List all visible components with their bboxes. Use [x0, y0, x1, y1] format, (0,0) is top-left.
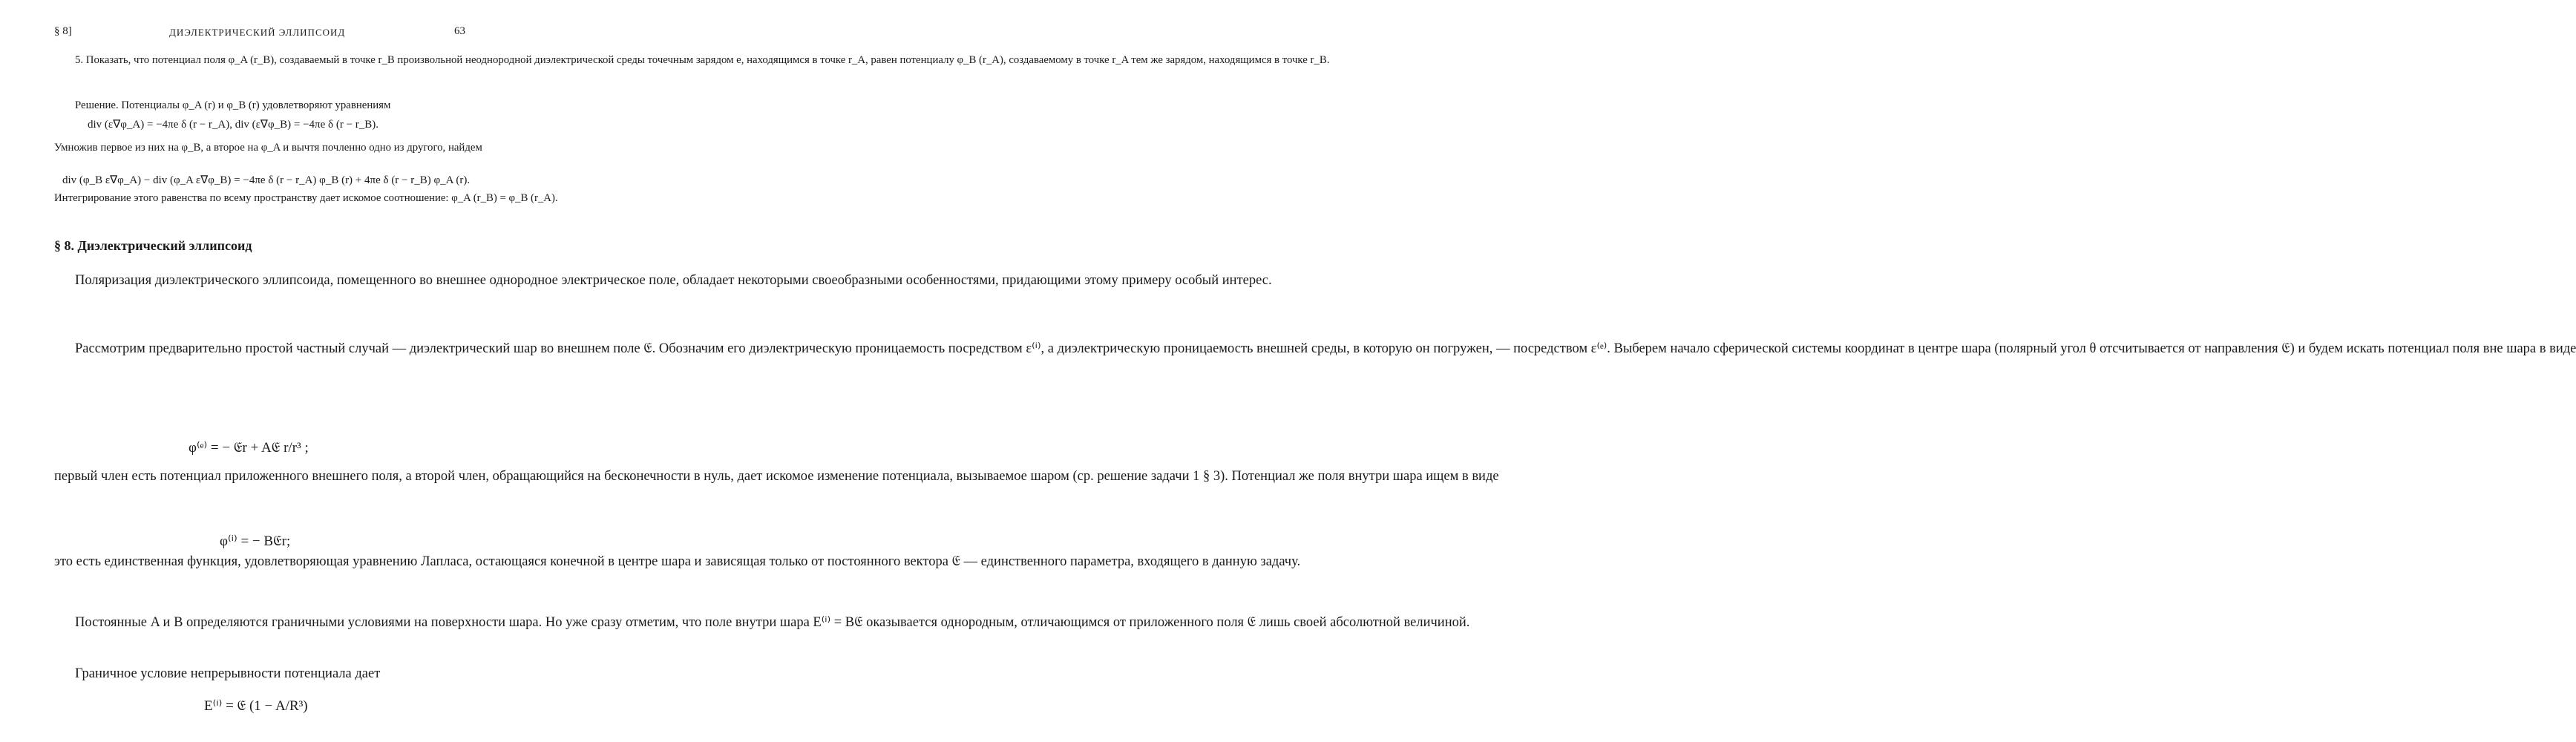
body-paragraph-3 [54, 468, 1499, 485]
running-head-title: ДИЭЛЕКТРИЧЕСКИЙ ЭЛЛИПСОИД [169, 27, 346, 38]
equation-1: div (ε∇φ_A) = −4πe δ (r − r_A), div (ε∇φ_B) = −4πe δ (r − r_B). [88, 119, 379, 131]
page-number: 63 [454, 25, 465, 37]
paragraph-text: Поляризация диэлектрического эллипсоида, помещенного во внешнее однородное электрическое поле, обладает некоторыми своеобразными особенностями, придающими этому примеру особый интерес. [75, 273, 1272, 288]
problem-5-conclusion [54, 191, 558, 206]
conclusion-text: Интегрирование этого равенства по всему пространству дает искомое соотношение: φ_A (r_B) = φ_B (r_A). [54, 192, 558, 204]
paragraph-text: Граничное условие непрерывности потенциала дает [75, 666, 381, 681]
equation-4: φ⁽ⁱ⁾ = − B𝔈r; [220, 533, 291, 549]
problem-5-solution-intro [54, 99, 470, 113]
problem-5-step [54, 141, 482, 155]
equation-3: φ⁽ᵉ⁾ = − 𝔈r + A𝔈 r/r³ ; [189, 440, 309, 456]
equation-2: div (φ_B ε∇φ_A) − div (φ_A ε∇φ_B) = −4πe δ (r − r_A) φ_B (r) + 4πe δ (r − r_B) φ_A (r). [62, 174, 471, 186]
body-paragraph-6 [54, 666, 468, 683]
section-heading: § 8. Диэлектрический эллипсоид [54, 238, 252, 253]
paragraph-text: первый член есть потенциал приложенного внешнего поля, а второй член, обращающийся на бесконечности в нуль, дает искомое изменение потенциала, вызываемое шаром (ср. решение задачи 1 § 3). Потенциал же поля внутри шара ищем в виде [54, 469, 1499, 484]
body-paragraph-5 [54, 614, 1470, 631]
solution-text: Решение. Потенциалы φ_A (r) и φ_B (r) удовлетворяют уравнениям [75, 99, 391, 111]
paragraph-text: Постоянные A и B определяются граничными условиями на поверхности шара. Но уже сразу отметим, что поле внутри шара E⁽ⁱ⁾ = B𝔈 оказывается однородным, отличающимся от приложенного поля 𝔈 лишь своей абсолютной величиной. [75, 615, 1470, 630]
body-paragraph-1 [54, 272, 1272, 289]
problem-5-statement [54, 53, 1330, 68]
problem-text: 5. Показать, что потенциал поля φ_A (r_B), создаваемый в точке r_B произвольной неоднородной диэлектрической среды точечным зарядом e, находящимся в точке r_A, равен потенциалу φ_B (r_A), создаваемому в точке r_A тем же зарядом, находящимся в точке r_B. [75, 54, 1330, 66]
body-paragraph-2 [54, 341, 2576, 358]
paragraph-text: Рассмотрим предварительно простой частный случай — диэлектрический шар во внешнем поле 𝔈. Обозначим его диэлектрическую проницаемость посредством ε⁽ⁱ⁾, а диэлектрическую проницаемость внешней среды, в которую он погружен, — посредством ε⁽ᵉ⁾. Выберем начало сферической системы координат в центре шара (полярный угол θ отсчитывается от направления 𝔈) и будем искать потенциал поля вне шара в виде [75, 341, 2576, 356]
paragraph-text: это есть единственная функция, удовлетворяющая уравнению Лапласа, остающаяся конечной в центре шара и зависящая только от постоянного вектора 𝔈 — единственного параметра, входящего в данную задачу. [54, 554, 1301, 569]
running-head-section: § 8] [54, 25, 72, 37]
body-paragraph-4 [54, 554, 1301, 571]
equation-5: E⁽ⁱ⁾ = 𝔈 (1 − A/R³) [204, 698, 308, 714]
step-text: Умножив первое из них на φ_B, а второе на φ_A и вычтя почленно одно из другого, найдем [54, 142, 482, 154]
